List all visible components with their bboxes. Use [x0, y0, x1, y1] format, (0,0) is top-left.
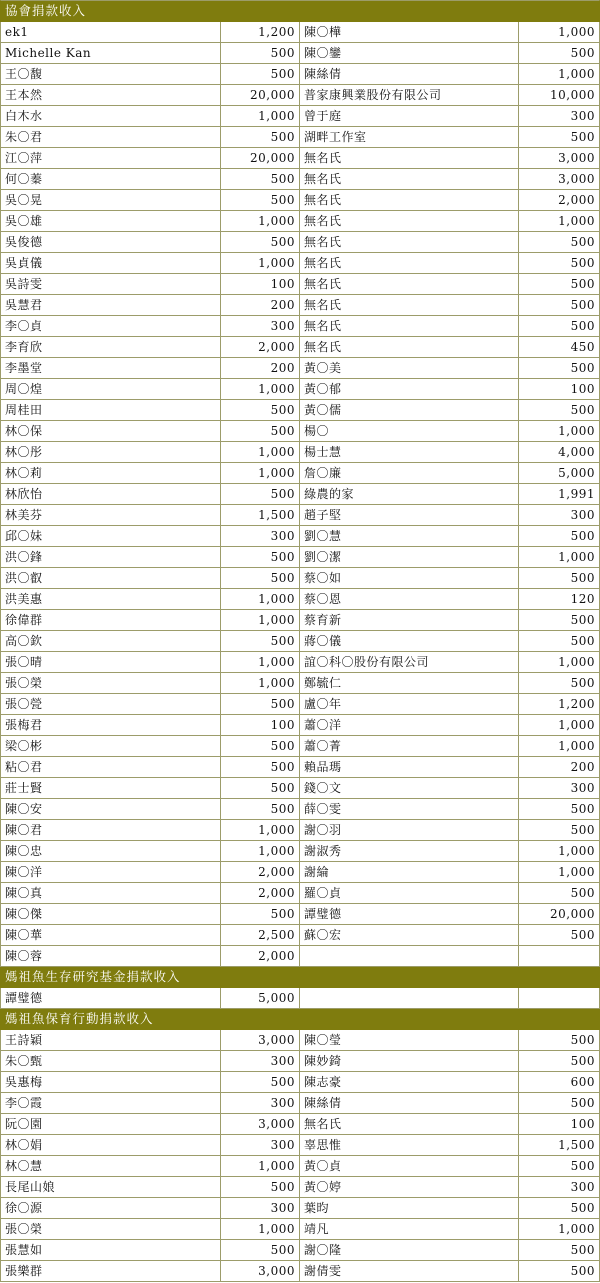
donor-name: 無名氏: [300, 169, 519, 190]
donor-name: 吳惠梅: [0, 1072, 221, 1093]
donor-name: 盧〇年: [300, 694, 519, 715]
table-row: [0, 631, 600, 652]
donation-amount: 500: [221, 169, 300, 190]
donor-name: ek1: [0, 22, 221, 43]
donation-amount: 500: [519, 274, 600, 295]
donor-name: 陳〇瑩: [300, 1030, 519, 1051]
donor-name: 吳〇雄: [0, 211, 221, 232]
donation-amount: 500: [221, 568, 300, 589]
donor-name: 無名氏: [300, 1114, 519, 1135]
table-row: [0, 484, 600, 505]
table-row: [0, 757, 600, 778]
donor-name: 陳〇真: [0, 883, 221, 904]
donation-amount: 500: [519, 127, 600, 148]
table-row: [0, 568, 600, 589]
donor-name: 曾于庭: [300, 106, 519, 127]
donor-name: 高〇欽: [0, 631, 221, 652]
donation-amount: 1,000: [221, 610, 300, 631]
donation-amount: 300: [221, 1198, 300, 1219]
donor-name: 謝倩雯: [300, 1261, 519, 1282]
table-row: [0, 904, 600, 925]
donation-amount: 500: [221, 421, 300, 442]
donor-name: 吳〇晃: [0, 190, 221, 211]
donor-name: 林〇彤: [0, 442, 221, 463]
donation-amount: 500: [519, 1093, 600, 1114]
donor-name: 梁〇彬: [0, 736, 221, 757]
donation-amount: 500: [221, 400, 300, 421]
donor-name: 陳妙錡: [300, 1051, 519, 1072]
donation-amount: 5,000: [519, 463, 600, 484]
donation-amount: 1,200: [221, 22, 300, 43]
donation-amount: 500: [221, 1072, 300, 1093]
donor-name: 陳〇傑: [0, 904, 221, 925]
donor-name: 林美芬: [0, 505, 221, 526]
table-row: [0, 64, 600, 85]
donation-amount: 500: [221, 1177, 300, 1198]
donor-name: 黃〇貞: [300, 1156, 519, 1177]
donation-amount: 3,000: [519, 148, 600, 169]
donor-name: 蕭〇洋: [300, 715, 519, 736]
table-row: [0, 1198, 600, 1219]
donor-name: 譚璧德: [0, 988, 221, 1009]
table-row: [0, 442, 600, 463]
donor-name: 辜思惟: [300, 1135, 519, 1156]
table-row: [0, 85, 600, 106]
donor-name: 陳〇忠: [0, 841, 221, 862]
donor-name: 張梅君: [0, 715, 221, 736]
donation-amount: 300: [221, 1135, 300, 1156]
donor-name: 洪美惠: [0, 589, 221, 610]
donation-amount: 1,000: [221, 1219, 300, 1240]
donation-amount: 1,000: [519, 64, 600, 85]
table-row: [0, 778, 600, 799]
donation-amount: 500: [221, 43, 300, 64]
donation-amount: 1,000: [221, 253, 300, 274]
donation-amount: 500: [221, 694, 300, 715]
donation-amount: 200: [519, 757, 600, 778]
donation-amount: 3,000: [519, 169, 600, 190]
donor-name: 黃〇郁: [300, 379, 519, 400]
donation-amount: [519, 946, 600, 967]
donation-amount: 500: [519, 526, 600, 547]
donor-name: 陳〇鑾: [300, 43, 519, 64]
table-row: [0, 148, 600, 169]
donation-amount: 1,000: [221, 841, 300, 862]
donor-name: 周桂田: [0, 400, 221, 421]
donation-amount: 500: [519, 400, 600, 421]
donation-amount: 500: [221, 757, 300, 778]
donor-name: 誼〇科〇股份有限公司: [300, 652, 519, 673]
donation-amount: 500: [519, 1030, 600, 1051]
donor-name: 陳〇洋: [0, 862, 221, 883]
donor-name: 張〇榮: [0, 673, 221, 694]
donor-name: 林〇慧: [0, 1156, 221, 1177]
table-row: [0, 1177, 600, 1198]
donation-amount: 1,000: [221, 673, 300, 694]
donor-name: 長尾山娘: [0, 1177, 221, 1198]
table-row: [0, 1114, 600, 1135]
donor-name: 無名氏: [300, 316, 519, 337]
donation-amount: 500: [519, 568, 600, 589]
donor-name: 蔡〇如: [300, 568, 519, 589]
donation-amount: 500: [221, 127, 300, 148]
donor-name: 吳慧君: [0, 295, 221, 316]
donor-name: 洪〇鋒: [0, 547, 221, 568]
table-row: [0, 799, 600, 820]
donor-name: 黃〇婷: [300, 1177, 519, 1198]
table-row: [0, 1261, 600, 1282]
donor-name: 黃〇儒: [300, 400, 519, 421]
donation-amount: 200: [221, 295, 300, 316]
table-row: [0, 316, 600, 337]
donor-name: [300, 988, 519, 1009]
donor-name: 莊士賢: [0, 778, 221, 799]
donation-amount: 200: [221, 358, 300, 379]
donor-name: 趙子堅: [300, 505, 519, 526]
table-row: [0, 169, 600, 190]
section-header: [0, 1009, 600, 1030]
donation-amount: 1,000: [519, 421, 600, 442]
donation-amount: 1,000: [221, 820, 300, 841]
table-row: [0, 1051, 600, 1072]
donor-name: 無名氏: [300, 337, 519, 358]
donor-name: 靖凡: [300, 1219, 519, 1240]
donation-amount: 100: [221, 274, 300, 295]
table-row: [0, 400, 600, 421]
table-row: [0, 337, 600, 358]
donation-amount: 300: [519, 106, 600, 127]
table-row: [0, 190, 600, 211]
donor-name: 邱〇妹: [0, 526, 221, 547]
donor-name: 蔡〇恩: [300, 589, 519, 610]
table-row: [0, 925, 600, 946]
table-row: [0, 1072, 600, 1093]
donation-amount: 300: [519, 505, 600, 526]
table-row: [0, 274, 600, 295]
donor-name: 李〇霞: [0, 1093, 221, 1114]
table-row: [0, 673, 600, 694]
donation-amount: 500: [519, 1240, 600, 1261]
donation-amount: 450: [519, 337, 600, 358]
table-row: [0, 736, 600, 757]
donor-name: 林欣怡: [0, 484, 221, 505]
donation-amount: 300: [221, 1051, 300, 1072]
table-row: [0, 610, 600, 631]
donor-name: 無名氏: [300, 295, 519, 316]
donation-amount: 1,000: [519, 652, 600, 673]
donation-amount: 3,000: [221, 1114, 300, 1135]
donor-name: 朱〇甄: [0, 1051, 221, 1072]
donation-amount: 4,000: [519, 442, 600, 463]
table-row: [0, 358, 600, 379]
donation-amount: [519, 988, 600, 1009]
donor-name: 陳〇華: [0, 925, 221, 946]
donation-amount: 300: [221, 526, 300, 547]
table-row: [0, 22, 600, 43]
table-row: [0, 1093, 600, 1114]
donation-amount: 500: [519, 1198, 600, 1219]
donation-amount: 500: [519, 799, 600, 820]
table-row: [0, 127, 600, 148]
section-title: 協會捐款收入: [0, 0, 600, 22]
donor-name: 謝〇羽: [300, 820, 519, 841]
donation-amount: 1,000: [519, 547, 600, 568]
donation-amount: 500: [519, 358, 600, 379]
table-row: [0, 232, 600, 253]
donation-amount: 500: [221, 484, 300, 505]
donation-amount: 1,000: [221, 211, 300, 232]
donation-amount: 500: [221, 778, 300, 799]
donation-amount: 20,000: [221, 148, 300, 169]
donor-name: 賴品瑪: [300, 757, 519, 778]
donation-amount: 1,991: [519, 484, 600, 505]
donor-name: 林〇保: [0, 421, 221, 442]
donation-amount: 2,000: [221, 337, 300, 358]
donor-name: 楊士慧: [300, 442, 519, 463]
section-title: 媽祖魚保育行動捐款收入: [0, 1009, 600, 1030]
donor-name: 劉〇慧: [300, 526, 519, 547]
donation-amount: 20,000: [221, 85, 300, 106]
table-row: [0, 106, 600, 127]
donation-amount: 1,000: [519, 862, 600, 883]
donation-amount: 500: [221, 547, 300, 568]
donation-amount: 500: [519, 316, 600, 337]
donation-amount: 100: [519, 379, 600, 400]
donation-amount: 100: [221, 715, 300, 736]
donation-amount: 500: [221, 904, 300, 925]
donor-name: 無名氏: [300, 232, 519, 253]
table-row: [0, 379, 600, 400]
donation-amount: 2,000: [519, 190, 600, 211]
table-row: [0, 862, 600, 883]
donor-name: 李〇貞: [0, 316, 221, 337]
donation-amount: 500: [519, 673, 600, 694]
section-header: [0, 967, 600, 988]
donor-name: 陳絲倩: [300, 1093, 519, 1114]
table-row: [0, 1135, 600, 1156]
donor-name: 吳貞儀: [0, 253, 221, 274]
donor-name: 張〇榮: [0, 1219, 221, 1240]
table-row: [0, 463, 600, 484]
table-row: [0, 589, 600, 610]
donor-name: 陳〇樺: [300, 22, 519, 43]
donor-name: 張〇甇: [0, 694, 221, 715]
donation-amount: 600: [519, 1072, 600, 1093]
donor-name: 王〇馥: [0, 64, 221, 85]
section-header: [0, 0, 600, 22]
table-row: [0, 694, 600, 715]
donation-amount: 300: [221, 1093, 300, 1114]
donor-name: 劉〇潔: [300, 547, 519, 568]
donation-amount: 500: [221, 64, 300, 85]
donation-amount: 500: [519, 820, 600, 841]
donor-name: 無名氏: [300, 211, 519, 232]
table-row: [0, 715, 600, 736]
donation-amount: 3,000: [221, 1030, 300, 1051]
donor-name: 蘇〇宏: [300, 925, 519, 946]
donation-amount: 3,000: [221, 1261, 300, 1282]
donor-name: 無名氏: [300, 274, 519, 295]
donor-name: 陳〇君: [0, 820, 221, 841]
donor-name: 無名氏: [300, 148, 519, 169]
donation-amount: 500: [519, 253, 600, 274]
donor-name: 江〇萍: [0, 148, 221, 169]
donation-amount: 500: [519, 610, 600, 631]
donor-name: 錢〇文: [300, 778, 519, 799]
table-row: [0, 1030, 600, 1051]
donor-name: 譚璧德: [300, 904, 519, 925]
donor-name: 粘〇君: [0, 757, 221, 778]
donation-amount: 500: [519, 1261, 600, 1282]
donation-amount: 500: [221, 799, 300, 820]
donation-amount: 300: [519, 1177, 600, 1198]
donor-name: 葉昀: [300, 1198, 519, 1219]
donor-name: 徐〇源: [0, 1198, 221, 1219]
donor-name: 鄭毓仁: [300, 673, 519, 694]
donor-name: 薛〇雯: [300, 799, 519, 820]
donor-name: 林〇莉: [0, 463, 221, 484]
table-row: [0, 841, 600, 862]
donation-amount: 1,500: [519, 1135, 600, 1156]
donor-name: 謝〇隆: [300, 1240, 519, 1261]
donation-amount: 1,000: [221, 463, 300, 484]
table-row: [0, 43, 600, 64]
donation-amount: 2,000: [221, 883, 300, 904]
donor-name: 吳詩雯: [0, 274, 221, 295]
donation-amount: 1,000: [519, 715, 600, 736]
donation-amount: 1,000: [221, 589, 300, 610]
donation-amount: 500: [519, 631, 600, 652]
table-row: [0, 883, 600, 904]
donor-name: 李墨堂: [0, 358, 221, 379]
donation-amount: 500: [519, 925, 600, 946]
table-row: [0, 820, 600, 841]
donor-name: 無名氏: [300, 190, 519, 211]
donor-name: 普家康興業股份有限公司: [300, 85, 519, 106]
donation-amount: 500: [519, 1051, 600, 1072]
donor-name: 林〇娟: [0, 1135, 221, 1156]
table-row: [0, 946, 600, 967]
donation-amount: 500: [221, 631, 300, 652]
donor-name: 王詩穎: [0, 1030, 221, 1051]
donation-amount: 1,000: [519, 1219, 600, 1240]
donor-name: 陳絲倩: [300, 64, 519, 85]
donor-name: 洪〇叡: [0, 568, 221, 589]
donor-name: 徐偉群: [0, 610, 221, 631]
donation-amount: 1,000: [221, 652, 300, 673]
donor-name: Michelle Kan: [0, 43, 221, 64]
donation-amount: 2,500: [221, 925, 300, 946]
donation-amount: 20,000: [519, 904, 600, 925]
donor-name: 張〇晴: [0, 652, 221, 673]
donation-amount: 500: [519, 883, 600, 904]
donation-amount: 500: [519, 43, 600, 64]
donor-name: 阮〇園: [0, 1114, 221, 1135]
donor-name: [300, 946, 519, 967]
donor-name: 蔡育新: [300, 610, 519, 631]
table-row: [0, 1219, 600, 1240]
donation-amount: 1,000: [221, 379, 300, 400]
donation-amount: 500: [221, 190, 300, 211]
donation-amount: 300: [519, 778, 600, 799]
donation-amount: 120: [519, 589, 600, 610]
donation-amount: 500: [221, 736, 300, 757]
donor-name: 陳志豪: [300, 1072, 519, 1093]
donation-amount: 1,000: [519, 22, 600, 43]
donation-amount: 5,000: [221, 988, 300, 1009]
donation-amount: 1,500: [221, 505, 300, 526]
donation-amount: 500: [519, 295, 600, 316]
donor-name: 謝綸: [300, 862, 519, 883]
donation-amount: 2,000: [221, 862, 300, 883]
donation-amount: 500: [519, 232, 600, 253]
donor-name: 張慧如: [0, 1240, 221, 1261]
table-row: [0, 421, 600, 442]
donor-name: 周〇煌: [0, 379, 221, 400]
donor-name: 朱〇君: [0, 127, 221, 148]
donation-amount: 1,200: [519, 694, 600, 715]
table-row: [0, 652, 600, 673]
donation-amount: 2,000: [221, 946, 300, 967]
donor-name: 陳〇安: [0, 799, 221, 820]
donor-name: 謝淑秀: [300, 841, 519, 862]
section-title: 媽祖魚生存研究基金捐款收入: [0, 967, 600, 988]
donor-name: 吳俊德: [0, 232, 221, 253]
table-row: [0, 547, 600, 568]
donor-name: 張樂群: [0, 1261, 221, 1282]
donor-name: 何〇蓁: [0, 169, 221, 190]
donor-name: 陳〇蓉: [0, 946, 221, 967]
donation-amount: 500: [221, 1240, 300, 1261]
table-row: [0, 1240, 600, 1261]
donation-amount: 1,000: [519, 736, 600, 757]
donation-amount: 1,000: [221, 1156, 300, 1177]
donation-amount: 300: [221, 316, 300, 337]
table-row: [0, 505, 600, 526]
donation-amount: 1,000: [221, 106, 300, 127]
donor-name: 綠農的家: [300, 484, 519, 505]
donor-name: 白木水: [0, 106, 221, 127]
donation-amount: 1,000: [519, 841, 600, 862]
donor-name: 王本然: [0, 85, 221, 106]
table-row: [0, 295, 600, 316]
donation-amount: 1,000: [221, 442, 300, 463]
table-row: [0, 211, 600, 232]
donor-name: 蔣〇儀: [300, 631, 519, 652]
table-row: [0, 253, 600, 274]
donor-name: 湖畔工作室: [300, 127, 519, 148]
donor-name: 黃〇美: [300, 358, 519, 379]
table-row: [0, 988, 600, 1009]
donor-name: 李育欣: [0, 337, 221, 358]
donor-name: 蕭〇菁: [300, 736, 519, 757]
donor-name: 詹〇廉: [300, 463, 519, 484]
donation-amount: 1,000: [519, 211, 600, 232]
donor-name: 無名氏: [300, 253, 519, 274]
donation-amount: 500: [221, 232, 300, 253]
donation-amount: 10,000: [519, 85, 600, 106]
table-row: [0, 526, 600, 547]
donation-amount: 500: [519, 1156, 600, 1177]
table-row: [0, 1156, 600, 1177]
donor-name: 楊〇: [300, 421, 519, 442]
donor-name: 羅〇貞: [300, 883, 519, 904]
donation-amount: 100: [519, 1114, 600, 1135]
